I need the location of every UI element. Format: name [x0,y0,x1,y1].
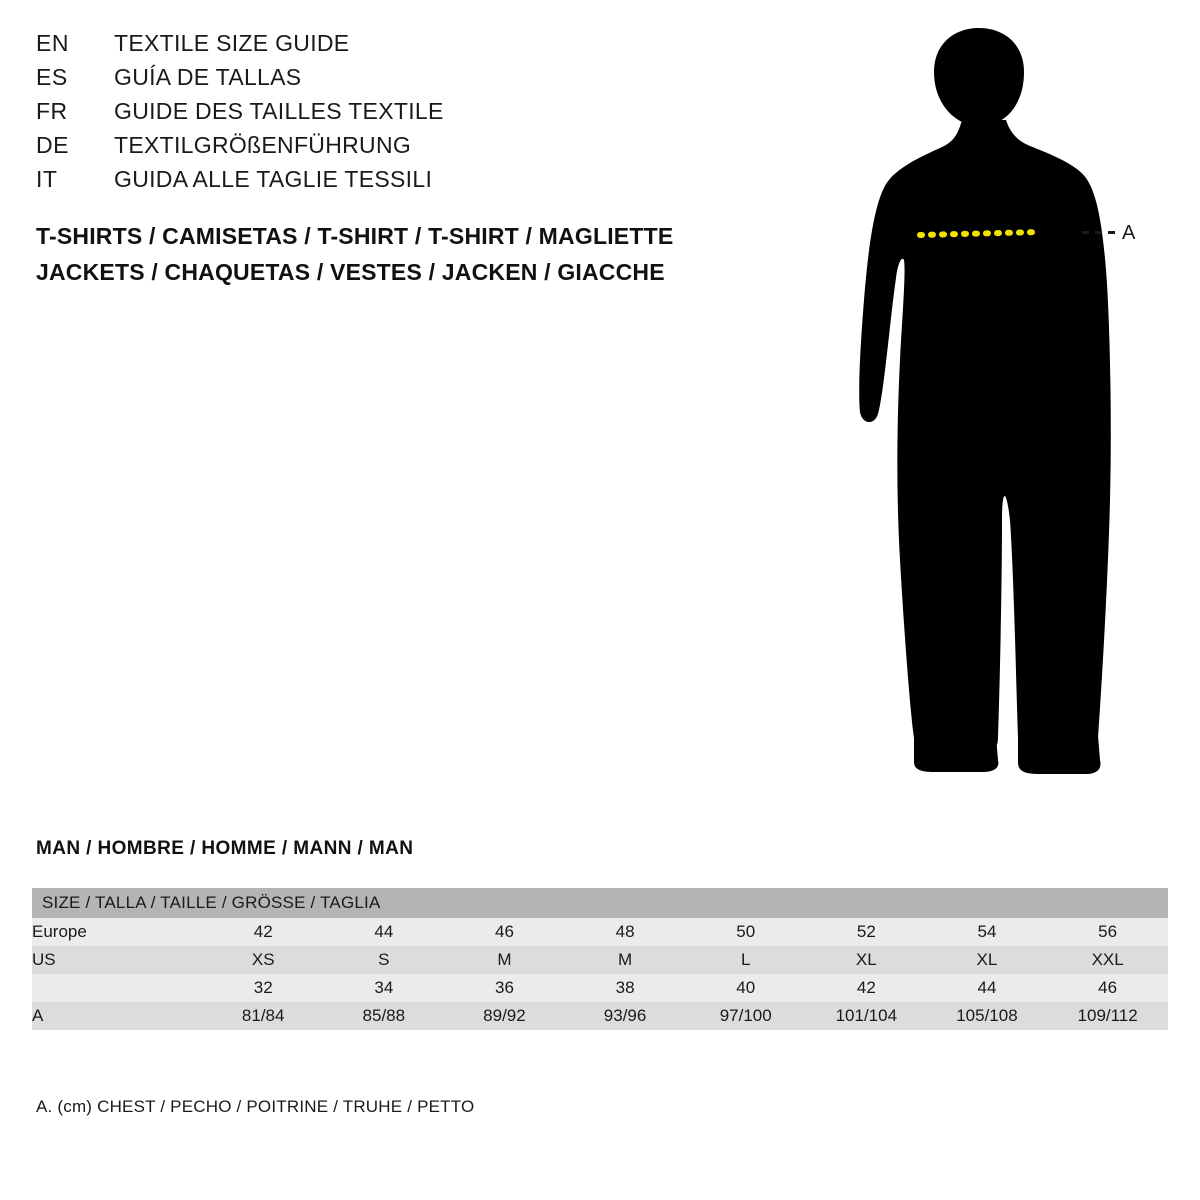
language-text-en: TEXTILE SIZE GUIDE [114,30,350,56]
cell-numeric-6: 42 [856,978,876,997]
table-row [32,974,1168,1002]
cell-us-8: XXL [1091,950,1124,969]
table-row [32,918,1168,946]
row-label-us: US [32,950,56,969]
cell-numeric-2: 34 [374,978,394,997]
cell-europe-7: 54 [977,922,997,941]
cell-numeric-5: 40 [736,978,756,997]
table-header-row [32,888,1168,918]
cell-numeric-3: 36 [494,978,514,997]
garment-line-tshirts: T-SHIRTS / CAMISETAS / T-SHIRT / T-SHIRT / MAGLIETTE [36,223,674,249]
cell-a-3: 89/92 [483,1006,526,1025]
cell-numeric-1: 32 [253,978,273,997]
row-label-a: A [32,1006,44,1025]
cell-a-7: 105/108 [956,1006,1018,1025]
language-code-de: DE [36,132,69,158]
cell-us-3: M [497,950,512,969]
cell-numeric-7: 44 [977,978,997,997]
cell-us-5: L [740,950,751,969]
cell-us-1: XS [251,950,275,969]
table-row [32,1002,1168,1030]
table-header-label: SIZE / TALLA / TAILLE / GRÖSSE / TAGLIA [42,893,381,912]
garment-type-block [36,218,776,290]
cell-europe-3: 46 [494,922,514,941]
cell-europe-2: 44 [374,922,394,941]
language-code-en: EN [36,30,69,56]
language-row-en [36,30,756,64]
language-text-es: GUÍA DE TALLAS [114,64,302,90]
male-silhouette-icon [830,20,1180,780]
cell-numeric-4: 38 [615,978,635,997]
cell-us-7: XL [976,950,998,969]
cell-europe-1: 42 [253,922,273,941]
male-figure-illustration [830,20,1180,780]
garment-line-jackets: JACKETS / CHAQUETAS / VESTES / JACKEN / GIACCHE [36,259,665,285]
language-code-fr: FR [36,98,68,124]
language-code-it: IT [36,166,58,192]
size-table [32,888,1168,1030]
language-text-it: GUIDA ALLE TAGLIE TESSILI [114,166,433,192]
language-code-es: ES [36,64,68,90]
language-title-block [36,30,756,200]
cell-europe-5: 50 [736,922,756,941]
table-footnote: A. (cm) CHEST / PECHO / POITRINE / TRUHE / PETTO [36,1097,475,1116]
language-text-de: TEXTILGRÖßENFÜHRUNG [114,132,412,158]
language-row-es [36,64,756,98]
cell-a-5: 97/100 [719,1006,772,1025]
section-title-man: MAN / HOMBRE / HOMME / MANN / MAN [36,838,414,859]
language-row-de [36,132,756,166]
measure-leader-line [1082,231,1116,234]
cell-us-4: M [617,950,633,969]
language-text-fr: GUIDE DES TAILLES TEXTILE [114,98,444,124]
measure-label-a: A [1122,222,1136,244]
cell-us-6: XL [855,950,877,969]
cell-europe-4: 48 [615,922,635,941]
cell-europe-6: 52 [856,922,876,941]
cell-a-8: 109/112 [1077,1006,1138,1025]
cell-a-2: 85/88 [362,1006,406,1025]
cell-us-2: S [378,950,390,969]
cell-numeric-8: 46 [1098,978,1118,997]
language-row-fr [36,98,756,132]
cell-a-1: 81/84 [241,1006,285,1025]
cell-a-6: 101/104 [835,1006,898,1025]
cell-europe-8: 56 [1098,922,1118,941]
row-label-numeric [32,974,203,1002]
row-label-europe: Europe [32,922,87,941]
table-row [32,946,1168,974]
cell-a-4: 93/96 [603,1006,647,1025]
language-row-it [36,166,756,200]
